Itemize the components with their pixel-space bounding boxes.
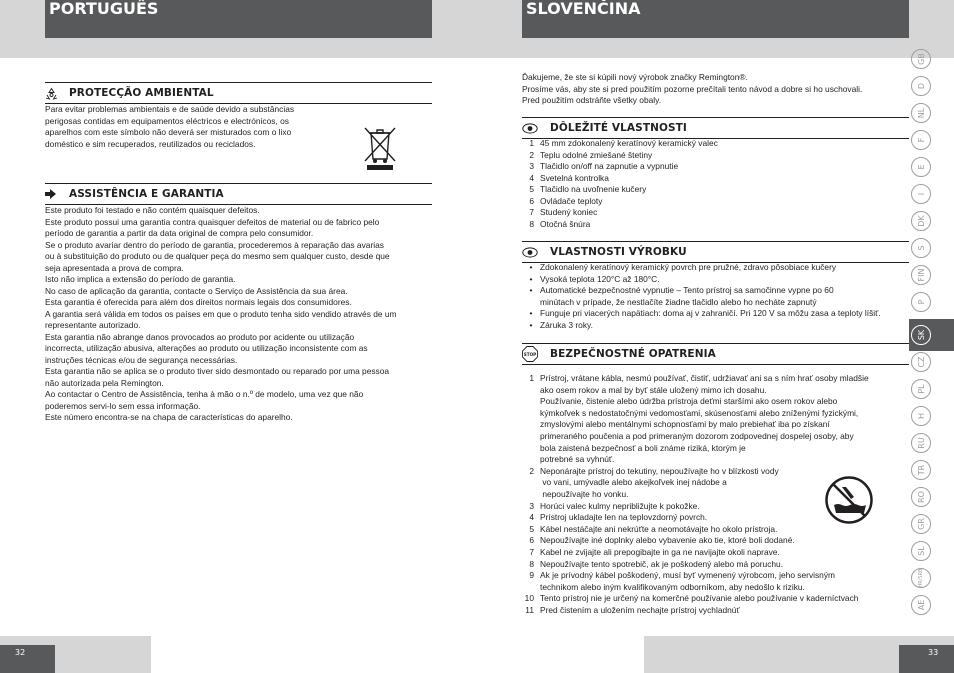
item-text: Horúci valec kulmy nepribližujte k pokožke. bbox=[540, 500, 700, 511]
list-item bbox=[522, 173, 907, 185]
item-number: 6 bbox=[529, 535, 534, 546]
tab-fin[interactable]: FIN bbox=[911, 265, 931, 285]
features-section-title: DÔLEŽITÉ VLASTNOSTI bbox=[550, 122, 687, 134]
warranty-line: Esta garantia é oferecida para além dos direitos normais legais dos consumidores. bbox=[45, 297, 352, 307]
warranty-line: A garantia será válida em todos os países em que o produto tenha sido vendido através de um bbox=[45, 308, 397, 319]
item-line: Prístroj, vrátane kábla, nesmú používať, čistiť, udržiavať ani sa s ním hrať osoby mladšie bbox=[540, 373, 869, 383]
warranty-section-title: ASSISTÊNCIA E GARANTIA bbox=[69, 188, 224, 200]
tab-gb[interactable]: GB bbox=[911, 49, 931, 69]
list-item bbox=[522, 593, 907, 605]
intro-line: Prosíme vás, aby ste si pred použitím pozorne prečítali tento návod a dobre si ho uschovali. bbox=[522, 83, 863, 94]
recycle-icon bbox=[45, 87, 69, 100]
list-item bbox=[522, 196, 907, 208]
left-language-title: PORTUGUÊS bbox=[45, 0, 432, 38]
warranty-line: Isto não implica a extensão do período de garantia. bbox=[45, 274, 236, 284]
env-section-title: PROTECÇÃO AMBIENTAL bbox=[69, 87, 214, 99]
item-number: 1 bbox=[529, 138, 534, 148]
warranty-line: ou à substituição do produto ou de qualquer peça do mesmo sem qualquer custo, desde que bbox=[45, 251, 390, 261]
list-item bbox=[522, 184, 907, 196]
intro-text bbox=[522, 72, 907, 107]
warranty-section-body bbox=[45, 205, 437, 424]
env-section-header bbox=[45, 82, 432, 104]
features-section-header bbox=[522, 117, 909, 139]
item-text: Zdokonalený keratínový keramický povrch pre pružné, zdravo pôsobiace kučery bbox=[540, 262, 837, 272]
tab-e[interactable]: E bbox=[911, 157, 931, 177]
item-line: zmyslovými alebo mentálnymi schopnosťami by malo prebiehať iba po získaní bbox=[540, 419, 830, 430]
item-text: Vysoká teplota 120°C až 180°C. bbox=[540, 273, 660, 284]
item-line: vo vani, umývadle alebo akejkoľvek inej nádobe a bbox=[540, 477, 727, 488]
tab-tr[interactable]: TR bbox=[911, 460, 931, 480]
item-number: 3 bbox=[529, 161, 534, 171]
item-text bbox=[540, 570, 835, 593]
intro-line: Ďakujeme, že ste si kúpili nový výrobok značky Remington®. bbox=[522, 72, 748, 82]
list-item bbox=[522, 274, 910, 286]
item-text: Tento prístroj nie je určený na komerčné používanie alebo používanie v kaderníctvach bbox=[540, 593, 859, 604]
list-item bbox=[522, 207, 907, 219]
list-item bbox=[522, 219, 907, 231]
warranty-line: incorrecta, utilização abusiva, alterações ao produto ou utilização inconsistente com as bbox=[45, 343, 368, 353]
list-item bbox=[522, 524, 907, 536]
item-text bbox=[540, 466, 779, 501]
eye-icon bbox=[522, 123, 550, 134]
tab-h[interactable]: H bbox=[911, 406, 931, 426]
bullet: • bbox=[529, 308, 533, 318]
item-number: 11 bbox=[525, 604, 534, 615]
item-text: Záruka 3 roky. bbox=[540, 319, 593, 330]
safety-section-header bbox=[522, 343, 909, 365]
item-text bbox=[540, 373, 869, 466]
warranty-line: poderemos servi-lo sem essa informação. bbox=[45, 400, 201, 411]
warranty-line: Este produto possui uma garantia contra quaisquer defeitos de material ou de fabrico pelo bbox=[45, 216, 380, 227]
item-text: Ovládače teploty bbox=[540, 195, 603, 206]
product-section-header bbox=[522, 241, 909, 263]
weee-bin-icon bbox=[361, 125, 399, 171]
item-number: 8 bbox=[529, 558, 534, 569]
item-text bbox=[540, 285, 834, 308]
warranty-line: Se o produto avariar dentro do período de garantia, procederemos à reparação das avarias bbox=[45, 239, 384, 250]
warranty-line: No caso de aplicação da garantia, contacte o Serviço de Assistência da sua área. bbox=[45, 285, 348, 296]
list-item bbox=[522, 138, 907, 150]
list-item bbox=[522, 559, 907, 571]
item-number: 2 bbox=[529, 465, 534, 476]
right-language-title: SLOVENČINA bbox=[522, 0, 909, 38]
tab-d[interactable]: D bbox=[911, 76, 931, 96]
item-text: Nepoužívajte iné doplnky alebo vybavenie ako tie, ktoré boli dodané. bbox=[540, 535, 795, 546]
list-item bbox=[522, 262, 910, 274]
item-number: 4 bbox=[529, 512, 534, 523]
warranty-line: representante autorizado. bbox=[45, 320, 141, 330]
bullet: • bbox=[529, 262, 533, 272]
list-item bbox=[522, 535, 907, 547]
item-text: 45 mm zdokonalený keratínový keramický valec bbox=[540, 138, 718, 148]
warranty-line: Ao contactar o Centro de Assistência, tenha à mão o n.º de modelo, uma vez que não bbox=[45, 389, 364, 399]
env-line: doméstico e sim recuperados, reutilizados ou reciclados. bbox=[45, 138, 256, 149]
item-text: Funguje pri viacerých napätiach: doma aj v zahraničí. Pri 120 V sa môžu zasa a teploty líšiť. bbox=[540, 308, 881, 318]
item-text: Svetelná kontrolka bbox=[540, 172, 609, 183]
warranty-line: Esta garantia não abrange danos provocados ao produto por acidente ou utilização bbox=[45, 331, 355, 342]
warranty-line: Este produto foi testado e não contém quaisquer defeitos. bbox=[45, 205, 260, 215]
env-line: perigosas contidas em equipamentos eléctricos e electrónicos, os bbox=[45, 115, 289, 126]
item-line: Neponárajte prístroj do tekutiny, nepoužívajte ho v blízkosti vody bbox=[540, 465, 779, 476]
warranty-line: não autorizada pela Remington. bbox=[45, 377, 164, 388]
no-water-warning-icon bbox=[824, 475, 874, 525]
warranty-line: instruções técnicas e/ou de segurança necessárias. bbox=[45, 354, 238, 365]
list-item bbox=[522, 547, 907, 559]
tab-sk[interactable]: SK bbox=[911, 325, 931, 345]
item-number: 2 bbox=[529, 149, 534, 160]
item-text: Kabel ne zvijajte ali prepogibajte in ga ne navijajte okoli naprave. bbox=[540, 546, 780, 557]
env-line: Para evitar problemas ambientais e de saúde devido a substâncias bbox=[45, 104, 295, 114]
bullet: • bbox=[529, 285, 533, 295]
item-line: bola zaistená bezpečnosť a boli známe riziká, ktorým je bbox=[540, 442, 746, 453]
item-text: Tlačidlo on/off na zapnutie a vypnutie bbox=[540, 161, 679, 171]
item-number: 7 bbox=[529, 207, 534, 217]
list-item bbox=[522, 150, 907, 162]
item-number: 6 bbox=[529, 195, 534, 206]
list-item bbox=[522, 308, 910, 320]
safety-section-title: BEZPEČNOSTNÉ OPATRENIA bbox=[550, 348, 716, 360]
item-number: 10 bbox=[524, 593, 534, 604]
item-line: nepoužívajte ho vonku. bbox=[540, 488, 629, 499]
item-text: Tlačidlo na uvoľnenie kučery bbox=[540, 184, 647, 194]
item-line: kýmkoľvek s nedostatočnými vedomosťami, skúsenosťami alebo zníženými fyzickými, bbox=[540, 407, 859, 418]
env-line: aparelhos com este símbolo não deverá ser misturados com o lixo bbox=[45, 127, 292, 137]
tab-nl[interactable]: NL bbox=[911, 103, 931, 123]
item-text: Studený koniec bbox=[540, 207, 598, 217]
item-text: Teplu odolné zmiešané štetiny bbox=[540, 149, 653, 160]
left-page-number: 32 bbox=[0, 645, 55, 673]
list-item bbox=[522, 320, 910, 332]
warranty-line: Este número encontra-se na chapa de características do aparelho. bbox=[45, 412, 293, 422]
tab-f[interactable]: F bbox=[911, 130, 931, 150]
tab-pl[interactable]: PL bbox=[911, 379, 931, 399]
item-text: Pred čistením a uložením nechajte prístroj vychladnúť bbox=[540, 604, 740, 615]
item-number: 1 bbox=[529, 373, 534, 383]
item-text: Prístroj ukladajte len na teplovzdorný povrch. bbox=[540, 512, 708, 523]
item-line: minútach v prípade, že nestlačíte žiadne tlačidlo alebo ho necháte zapnutý bbox=[540, 296, 817, 307]
item-number: 8 bbox=[529, 218, 534, 229]
item-line: Automatické bezpečnostné vypnutie – Tento prístroj sa samočinne vypne po 60 bbox=[540, 285, 834, 295]
list-item bbox=[522, 285, 910, 308]
tab-ae[interactable]: AE bbox=[911, 595, 931, 615]
tab-ro[interactable]: RO bbox=[911, 487, 931, 507]
list-item bbox=[522, 605, 907, 617]
item-line: technikom alebo iným kvalifikovaným odborníkom, aby nedošlo k riziku. bbox=[540, 581, 805, 592]
tab-gr[interactable]: GR bbox=[911, 514, 931, 534]
tab-sl[interactable]: SL bbox=[911, 541, 931, 561]
item-text: Kábel nestáčajte ani nekrúťte a neomotávajte ho okolo prístroja. bbox=[540, 523, 778, 534]
arrow-right-icon bbox=[45, 189, 69, 199]
item-line: ako osem rokov a mal by byť stále uložený mimo ich dosahu. bbox=[540, 384, 767, 395]
item-number: 3 bbox=[529, 500, 534, 511]
intro-line: Pred použitím odstráňte všetky obaly. bbox=[522, 95, 662, 105]
item-text: Otočná šnúra bbox=[540, 218, 591, 229]
list-item bbox=[522, 161, 907, 173]
features-list bbox=[522, 138, 907, 230]
item-text: Nepoužívajte tento spotrebič, ak je poškodený alebo má poruchu. bbox=[540, 558, 784, 569]
item-line: Používanie, čistenie alebo údržba prístroja deťmi staršími ako osem rokov alebo bbox=[540, 396, 838, 407]
language-tabs bbox=[909, 44, 954, 624]
tab-hr-srb[interactable]: HR/SRB bbox=[911, 568, 931, 588]
tab-dk[interactable]: DK bbox=[911, 211, 931, 231]
tab-i[interactable]: I bbox=[911, 184, 931, 204]
warranty-line: Esta garantia não se aplica se o produto tiver sido desmontado ou reparado por uma pessoa bbox=[45, 366, 390, 376]
tab-ru[interactable]: RU bbox=[911, 433, 931, 453]
eye-icon bbox=[522, 247, 550, 258]
item-number: 5 bbox=[529, 523, 534, 534]
env-section-body bbox=[45, 104, 345, 150]
item-line: primeraného poučenia a pod primeraným dozorom zodpovednej dospelej osoby, aby bbox=[540, 430, 854, 441]
right-page-number: 33 bbox=[899, 645, 954, 673]
item-number: 7 bbox=[529, 546, 534, 557]
bullet: • bbox=[529, 273, 533, 284]
item-number: 9 bbox=[529, 570, 534, 581]
stop-icon bbox=[522, 346, 550, 362]
warranty-line: período de garantia a partir da data original de compra pelo consumidor. bbox=[45, 228, 314, 238]
stop-icon-label: STOP bbox=[523, 351, 537, 357]
product-list bbox=[522, 262, 910, 331]
item-number: 5 bbox=[529, 184, 534, 194]
product-section-title: VLASTNOSTI VÝROBKU bbox=[550, 246, 687, 258]
tab-cz[interactable]: CZ bbox=[911, 352, 931, 372]
item-line: potrebné sa vyhnúť. bbox=[540, 454, 615, 465]
warranty-section-header bbox=[45, 183, 432, 205]
tab-s[interactable]: S bbox=[911, 238, 931, 258]
bullet: • bbox=[529, 319, 533, 330]
list-item bbox=[522, 570, 907, 593]
tab-p[interactable]: P bbox=[911, 292, 931, 312]
item-number: 4 bbox=[529, 172, 534, 183]
warranty-line: seja apresentada a prova de compra. bbox=[45, 262, 184, 273]
item-line: Ak je prívodný kábel poškodený, musí byť vymenený výrobcom, jeho servisným bbox=[540, 570, 835, 581]
list-item bbox=[522, 373, 907, 466]
